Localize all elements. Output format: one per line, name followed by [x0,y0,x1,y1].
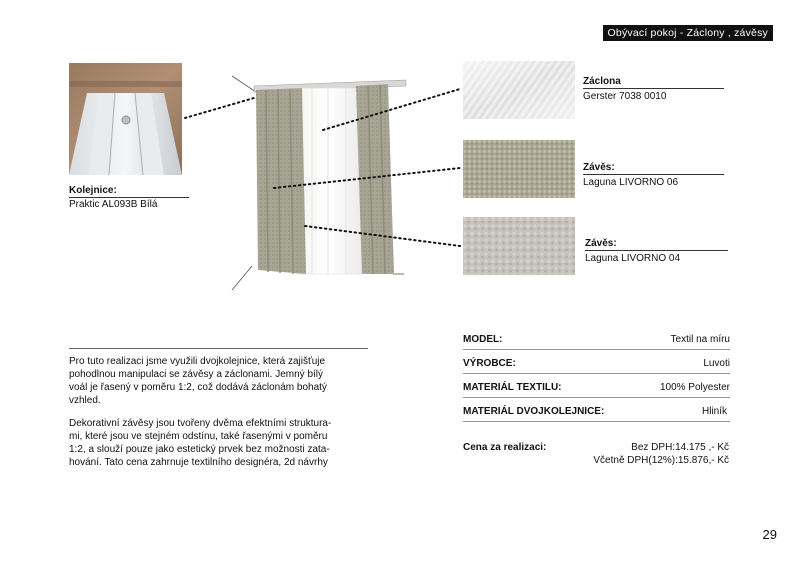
fabric-product-sheer: Gerster 7038 0010 [583,91,667,102]
spec-row-model [463,327,730,350]
price-label: Cena za realizaci: [463,442,547,453]
description-paragraph-1: Pro tuto realizaci jsme využili dvojkolejnice, která zajišťuje pohodlnou manipulaci se závěsy a záclonami. Jemný bílý voál je řasený v poměru 1:2, což dodává záclonám bohatý vzhled. [69,356,327,406]
fabric-label-livorno-04: Závěs: [585,238,728,251]
spec-value: Textil na míru [670,334,730,345]
spec-value: Luvoti [703,358,730,369]
description-divider [69,348,368,349]
rail-label: Kolejnice: [69,185,189,198]
spec-key: MATERIÁL TEXTILU: [463,382,562,393]
rail-product: Praktic AL093B Bílá [69,199,158,210]
fabric-label-sheer: Záclona [583,76,724,89]
spec-value: Hliník [701,406,727,417]
spec-value: 100% Polyester [659,382,730,393]
fabric-product-livorno-06: Laguna LIVORNO 06 [583,177,679,188]
price-without-vat: Bez DPH:14.175 ,- Kč [631,442,729,453]
spec-row-rail-material [463,399,730,422]
spec-row-manufacturer [463,351,730,374]
page-title: Obývací pokoj - Záclony , závěsy [603,25,773,41]
fabric-swatch-livorno-04 [463,217,575,275]
price-with-vat: Včetně DPH(12%):15.876,- Kč [593,455,729,466]
description-paragraph-2: Dekorativní závěsy jsou tvořeny dvěma efektními struktura- mi, které jsou ve stejném odstínu, také řasenými v poměru 1:2, a slouží pouze jako estetický prvek bez možnosti zata- hování. Tato cena zahrnuje textilního designéra, 2d návrhy [69,418,332,468]
spec-row-textile-material [463,375,730,398]
fabric-swatch-sheer [463,61,575,119]
page-number: 29 [762,527,777,542]
fabric-product-livorno-04: Laguna LIVORNO 04 [585,253,681,264]
spec-key: VÝROBCE: [463,358,516,369]
spec-key: MODEL: [463,334,503,345]
spec-key: MATERIÁL DVOJKOLEJNICE: [463,406,605,417]
fabric-swatch-livorno-06 [463,140,575,198]
fabric-label-livorno-06: Závěs: [583,162,724,175]
